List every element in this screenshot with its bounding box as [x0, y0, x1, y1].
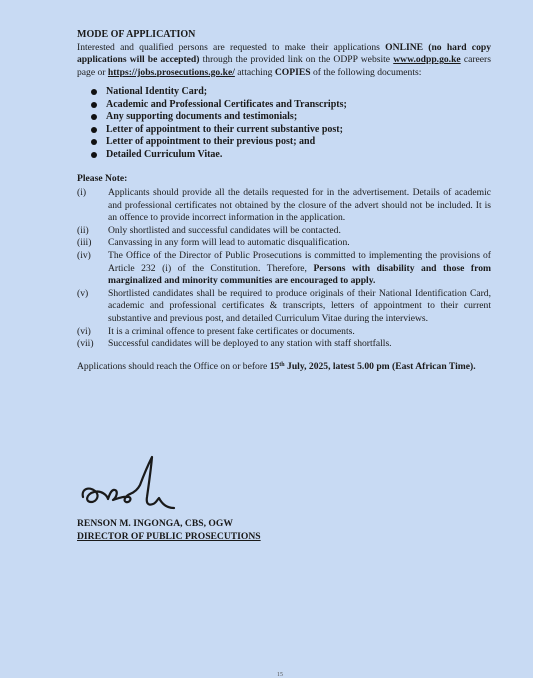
bullet-icon	[91, 114, 97, 120]
online-notice: ONLINE (no hard copy applications will be accepted)	[77, 41, 491, 66]
mode-paragraph	[77, 42, 491, 80]
note-text: Applicants should provide all the details requested for in the advertisement. Details of academic and professional certificates not obtained by the closure of the advert should not be included. It is an offence to provide incorrect information in the application.	[108, 186, 491, 224]
note-text: Successful candidates will be deployed to any station with staff shortfalls.	[108, 338, 392, 350]
notes-list	[77, 187, 491, 351]
note-text: Canvassing in any form will lead to automatic disqualification.	[108, 237, 350, 249]
note-emphasis: Persons with disability and those from marginalized and minority communities are encouraged to apply.	[108, 262, 491, 287]
deadline-rest: July, 2025, latest 5.00 pm (East African Time).	[284, 360, 476, 372]
closing-paragraph	[77, 361, 491, 374]
bullet-icon	[91, 127, 97, 133]
note-item	[77, 250, 491, 288]
list-item: Letter of appointment to their current substantive post;	[91, 124, 491, 137]
documents-list	[77, 86, 491, 161]
deadline-day: 15	[269, 360, 280, 372]
bullet-icon	[91, 152, 97, 158]
copies-label: COPIES	[274, 66, 311, 78]
note-number: (vii)	[77, 338, 94, 350]
note-item	[77, 338, 491, 351]
page-number: 15	[277, 672, 283, 678]
note-item	[77, 237, 491, 250]
bullet-icon	[91, 139, 97, 145]
note-text: The Office of the Director of Public Prosecutions is committed to implementing the provisions of Article 232 (i) of the Constitution. Therefore,	[108, 249, 491, 274]
note-item	[77, 225, 491, 238]
list-item: Academic and Professional Certificates and Transcripts;	[91, 99, 491, 112]
list-item: Any supporting documents and testimonials;	[91, 111, 491, 124]
mode-text-3: careers page or	[77, 54, 491, 78]
bullet-icon	[91, 102, 97, 108]
note-item	[77, 187, 491, 225]
mode-heading: MODE OF APPLICATION	[77, 29, 196, 40]
document-body	[77, 29, 491, 373]
note-item	[77, 288, 491, 326]
note-number: (iii)	[77, 237, 92, 249]
list-item: Detailed Curriculum Vitae.	[91, 149, 491, 162]
closing-text: Applications should reach the Office on or before	[77, 360, 270, 372]
list-item: Letter of appointment to their previous post; and	[91, 136, 491, 149]
list-item: National Identity Card;	[91, 86, 491, 99]
note-number: (ii)	[77, 224, 89, 236]
deadline-suffix: th	[279, 361, 285, 368]
mode-text-2: through the provided link on the ODPP website	[199, 54, 394, 66]
signature-image	[77, 453, 187, 515]
mode-text-4: attaching	[234, 66, 275, 78]
note-item	[77, 326, 491, 339]
please-note-heading: Please Note:	[77, 173, 128, 185]
mode-text-5: of the following documents:	[310, 66, 422, 78]
note-text: It is a criminal offence to present fake certificates or documents.	[108, 325, 355, 337]
note-text: Only shortlisted and successful candidates will be contacted.	[108, 224, 341, 236]
note-text: Shortlisted candidates shall be required to produce originals of their National Identification Card, academic and professional certificates & transcripts, letters of appointment to their current substantive and previous post, and detailed Curriculum Vitae during the interviews.	[108, 287, 491, 324]
note-number: (vi)	[77, 325, 91, 337]
signatory-title: DIRECTOR OF PUBLIC PROSECUTIONS	[77, 531, 261, 542]
jobs-portal-link[interactable]: https://jobs.prosecutions.go.ke/	[107, 66, 235, 78]
note-number: (i)	[77, 186, 87, 198]
signatory-name: RENSON M. INGONGA, CBS, OGW	[77, 518, 233, 529]
note-number: (iv)	[77, 249, 91, 261]
note-number: (v)	[77, 287, 89, 299]
mode-text-1: Interested and qualified persons are requested to make their applications	[77, 41, 386, 53]
bullet-icon	[91, 89, 97, 95]
odpp-website-link[interactable]: www.odpp.go.ke	[393, 54, 461, 66]
